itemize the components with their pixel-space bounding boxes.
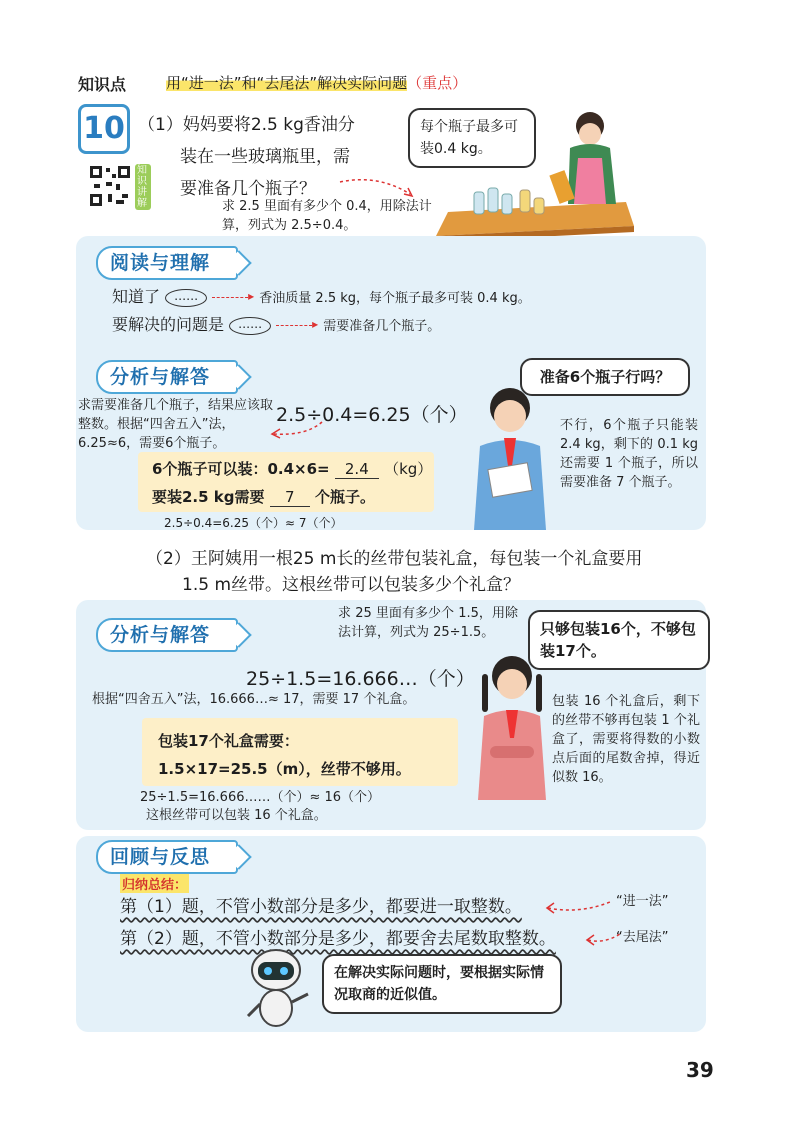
check-row xyxy=(152,458,432,479)
need-answer: 7 xyxy=(270,488,310,507)
solve-label: 要解决的问题是 xyxy=(112,315,225,334)
known-row xyxy=(112,284,531,307)
method-arrow-1-icon xyxy=(544,896,614,916)
topic-title xyxy=(166,72,467,93)
boy-illustration xyxy=(460,386,560,530)
question-1-line-2: 装在一些玻璃瓶里，需 xyxy=(180,147,350,167)
topic-label: 知识点 xyxy=(78,75,127,94)
solve-row xyxy=(112,312,440,335)
girl-speech-bubble: 只够包装16个，不够包装17个。 xyxy=(528,610,710,670)
tag-read-understand: 阅读与理解 xyxy=(96,246,238,280)
known-text: 香油质量 2.5 kg，每个瓶子最多可装 0.4 kg。 xyxy=(259,291,531,306)
robot-speech-bubble: 在解决实际问题时，要根据实际情况取商的近似值。 xyxy=(322,954,562,1014)
check-answer: 2.4 xyxy=(335,460,379,479)
need-prefix: 要装2.5 kg需要 xyxy=(152,488,265,506)
page-number: 39 xyxy=(686,1058,714,1082)
girl-note: 包装 16 个礼盒后，剩下的丝带不够再包装 1 个礼盒了，需要将得数的小数点后面的尾数舍掉，得近似数 16。 xyxy=(552,694,700,785)
question-2-line-2: 1.5 m丝带。这根丝带可以包装多少个礼盒？ xyxy=(182,575,520,595)
review-line-2: 第（2）题，不管小数部分是多少，都要舍去尾数取整数。 xyxy=(120,929,556,949)
girl-illustration xyxy=(470,654,554,800)
dashed-arrow-icon xyxy=(212,297,248,298)
qr-code-icon[interactable] xyxy=(88,164,132,208)
question-1-hint: 求 2.5 里面有多少个 0.4，用除法计算，列式为 2.5÷0.4。 xyxy=(222,199,432,233)
analyze2-hint: 求 25 里面有多少个 1.5，用除法计算，列式为 25÷1.5。 xyxy=(338,606,518,640)
qr-label: 知识讲解 xyxy=(135,164,151,210)
equation-arrow-icon xyxy=(266,420,326,440)
analyze2-rounding-note: 根据“四舍五入”法，16.666…≈ 17，需要 17 个礼盒。 xyxy=(92,692,416,707)
question-2-line-1: （2）王阿姨用一根25 m长的丝带包装礼盒，每包装一个礼盒要用 xyxy=(146,549,643,569)
topic-title-text: 用“进一法”和“去尾法”解决实际问题 xyxy=(166,74,408,92)
box-line-1: 包装17个礼盒需要： xyxy=(158,732,299,750)
method-1-label: “进一法” xyxy=(616,894,669,909)
analyze2-equation: 25÷1.5=16.666…（个） xyxy=(246,668,475,690)
tag-analyze-2: 分析与解答 xyxy=(96,618,238,652)
robot-icon xyxy=(236,944,316,1028)
analyze1-formula: 2.5÷0.4=6.25（个）≈ 7（个） xyxy=(164,516,343,530)
tag-review: 回顾与反思 xyxy=(96,840,238,874)
tag-analyze-1: 分析与解答 xyxy=(96,360,238,394)
boy-speech-bubble: 准备6个瓶子行吗？ xyxy=(520,358,690,396)
need-row xyxy=(152,486,375,507)
solve-text: 需要准备几个瓶子。 xyxy=(323,319,441,334)
mom-speech-bubble: 每个瓶子最多可装0.4 kg。 xyxy=(408,108,536,168)
example-number: 10 xyxy=(78,104,130,154)
key-mark: （重点） xyxy=(407,74,468,92)
method-2-label: “去尾法” xyxy=(616,930,669,945)
check-suffix: （kg） xyxy=(384,460,433,478)
ellipsis-icon: …… xyxy=(165,289,207,307)
box-line-2: 1.5×17=25.5（m），丝带不够用。 xyxy=(158,760,411,778)
analyze2-formula: 25÷1.5=16.666……（个）≈ 16（个） xyxy=(140,790,381,805)
review-line-1: 第（1）题，不管小数部分是多少，都要进一取整数。 xyxy=(120,897,522,917)
question-1-line-1: （1）妈妈要将2.5 kg香油分 xyxy=(138,115,355,135)
mom-bottles-illustration xyxy=(430,108,640,248)
ellipsis-icon: …… xyxy=(229,317,271,335)
need-suffix: 个瓶子。 xyxy=(314,488,375,506)
known-label: 知道了 xyxy=(112,287,161,306)
summary-label: 归纳总结： xyxy=(120,874,189,893)
check-prefix: 6个瓶子可以装：0.4×6= xyxy=(152,460,330,478)
question-1-line-3: 要准备几个瓶子？ xyxy=(180,179,316,199)
analyze1-left-note: 求需要准备几个瓶子，结果应该取整数。根据“四舍五入”法，6.25≈6，需要6个瓶子。 xyxy=(78,398,274,451)
analyze1-equation: 2.5÷0.4=6.25（个） xyxy=(276,404,468,426)
dashed-arrow-icon xyxy=(276,325,312,326)
hint-arrow-icon xyxy=(338,176,418,200)
boy-note: 不行，6个瓶子只能装 2.4 kg，剩下的 0.1 kg 还需要 1 个瓶子，所以需要准备 7 个瓶子。 xyxy=(560,418,698,490)
analyze2-conclusion: 这根丝带可以包装 16 个礼盒。 xyxy=(146,808,327,823)
